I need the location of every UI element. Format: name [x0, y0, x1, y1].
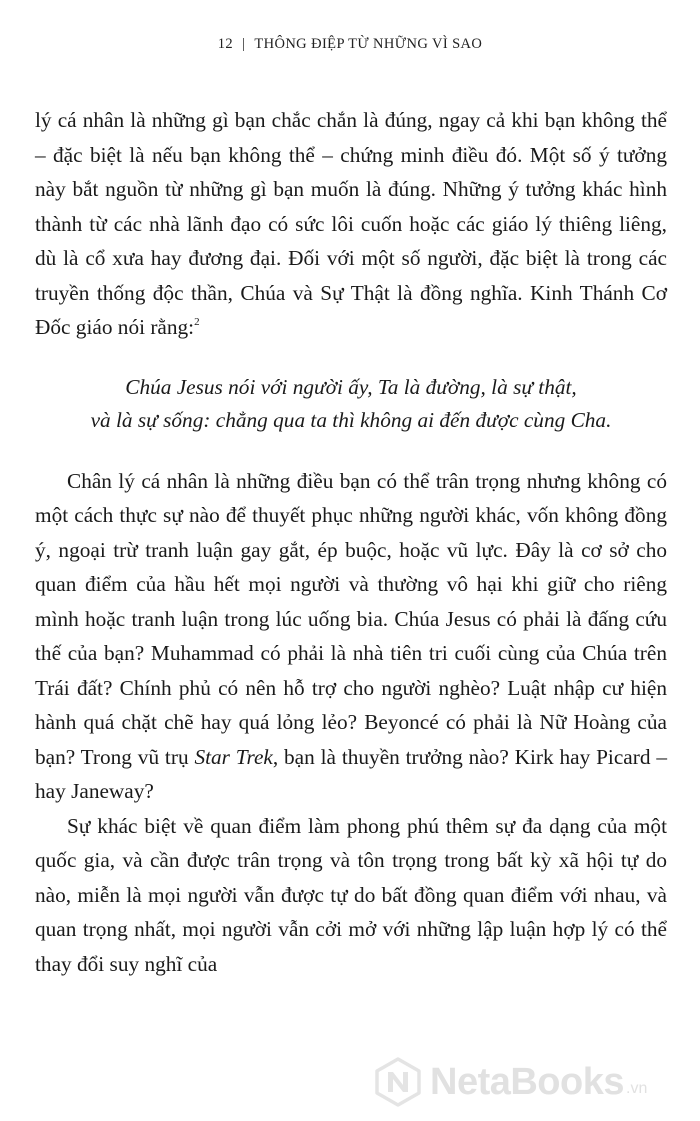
body-text [35, 103, 667, 981]
watermark-suffix: .vn [626, 1080, 648, 1097]
paragraph-3-text: Sự khác biệt về quan điểm làm phong phú thêm sự đa dạng của một quốc gia, và cần được trân trọng và tôn trọng trong bất kỳ xã hội tự do nào, miễn là mọi người vẫn được tự do bất đồng quan điểm với nhau, và quan trọng nhất, mọi người vẫn cởi mở với những lập luận hợp lý có thể thay đổi suy nghĩ của [35, 813, 667, 976]
running-head [0, 36, 700, 53]
header-separator: | [242, 36, 246, 52]
footnote-marker: 2 [194, 316, 200, 328]
quote-line-2: và là sự sống: chẳng qua ta thì không ai đến được cùng Cha. [90, 407, 612, 432]
bible-quote [35, 371, 667, 437]
book-title: THÔNG ĐIỆP TỪ NHỮNG VÌ SAO [254, 36, 483, 52]
watermark [372, 1052, 647, 1112]
quote-line-1: Chúa Jesus nói với người ấy, Ta là đường, là sự thật, [125, 374, 577, 399]
paragraph-1 [35, 103, 667, 345]
netabooks-logo-icon [372, 1056, 424, 1108]
page-number: 12 [217, 36, 233, 52]
star-trek-title: Star Trek [194, 744, 273, 769]
watermark-brand: NetaBooks [430, 1060, 624, 1103]
paragraph-2 [35, 464, 667, 809]
paragraph-2-text-b: , bạn là thuyền trưởng nào? Kirk hay Picard – hay Janeway? [35, 744, 667, 803]
paragraph-3 [35, 809, 667, 982]
paragraph-1-text: lý cá nhân là những gì bạn chắc chắn là đúng, ngay cả khi bạn không thể – đặc biệt là nếu bạn không thể – chứng minh điều đó. Một số ý tưởng này bắt nguồn từ những gì bạn muốn là đúng. Những ý tưởng khác hình thành từ các nhà lãnh đạo có sức lôi cuốn hoặc các giáo lý thiêng liêng, dù là cổ xưa hay đương đại. Đối với một số người, đặc biệt là trong các truyền thống độc thần, Chúa và Sự Thật là đồng nghĩa. Kinh Thánh Cơ Đốc giáo nói rằng: [35, 108, 667, 339]
paragraph-2-text-a: Chân lý cá nhân là những điều bạn có thể trân trọng nhưng không có một cách thực sự nào để thuyết phục những người khác, vốn không đồng ý, ngoại trừ tranh luận gay gắt, ép buộc, hoặc vũ lực. Đây là cơ sở cho quan điểm của hầu hết mọi người và thường vô hại khi giữ cho riêng mình hoặc tranh luận trong lúc uống bia. Chúa Jesus có phải là đấng cứu thế của bạn? Muhammad có phải là nhà tiên tri cuối cùng của Chúa trên Trái đất? Chính phủ có nên hỗ trợ cho người nghèo? Luật nhập cư hiện hành quá chặt chẽ hay quá lỏng lẻo? Beyoncé có phải là Nữ Hoàng của bạn? Trong vũ trụ [35, 468, 667, 769]
